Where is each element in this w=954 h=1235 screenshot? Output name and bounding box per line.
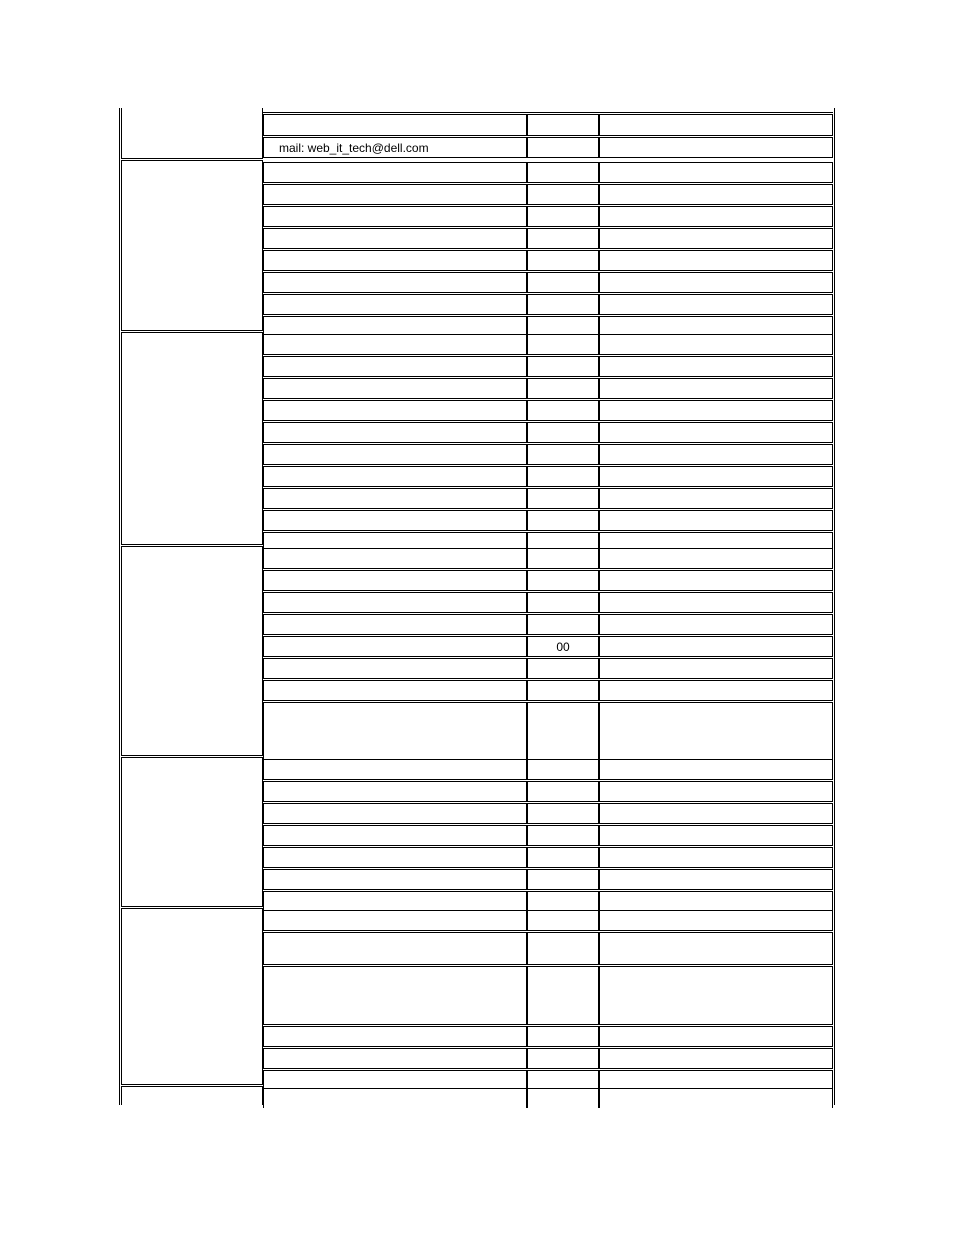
table-cell — [263, 378, 527, 399]
table-cell — [527, 1026, 599, 1047]
cell-code — [528, 138, 598, 157]
table-cell — [599, 114, 833, 136]
table-cell — [599, 759, 833, 780]
table-cell — [263, 334, 527, 355]
table-cell — [527, 680, 599, 701]
table-cell — [599, 781, 833, 802]
table-cell — [263, 422, 527, 443]
cell-text: mail: web_it_tech@dell.com — [279, 140, 429, 155]
section-label-cell — [121, 332, 263, 545]
table-cell — [527, 162, 599, 183]
table-cell — [527, 932, 599, 965]
table-cell — [263, 869, 527, 890]
table-cell — [263, 466, 527, 487]
table-cell — [527, 759, 599, 780]
table-cell — [527, 1088, 599, 1108]
cell-code — [528, 185, 598, 204]
table-cell — [527, 422, 599, 443]
cell-code — [528, 967, 598, 1024]
table-cell — [599, 825, 833, 846]
table-cell — [527, 966, 599, 1025]
table-cell — [263, 206, 527, 227]
table-cell — [527, 1048, 599, 1069]
table-cell — [599, 206, 833, 227]
table-cell — [599, 294, 833, 315]
table-cell — [599, 910, 833, 931]
table-cell — [527, 570, 599, 591]
table-cell — [527, 378, 599, 399]
table-cell — [599, 466, 833, 487]
table-cell — [527, 206, 599, 227]
cell-code — [528, 615, 598, 634]
table-cell — [599, 422, 833, 443]
table-cell — [599, 680, 833, 701]
section-label-cell — [121, 908, 263, 1085]
table-cell — [527, 702, 599, 761]
table-cell — [263, 294, 527, 315]
cell-code — [528, 295, 598, 314]
table-cell — [263, 444, 527, 465]
section-label-cell — [121, 108, 263, 159]
table-cell — [263, 272, 527, 293]
table-cell — [263, 803, 527, 824]
table-cell — [599, 592, 833, 613]
table-cell — [527, 548, 599, 569]
table-cell — [599, 966, 833, 1025]
table-cell — [263, 932, 527, 965]
table-cell — [599, 636, 833, 657]
table-cell — [599, 444, 833, 465]
table-cell — [599, 378, 833, 399]
table-cell — [599, 847, 833, 868]
table-cell — [527, 400, 599, 421]
cell-code — [528, 703, 598, 760]
cell-code — [528, 163, 598, 182]
table-cell — [527, 228, 599, 249]
cell-code — [528, 511, 598, 530]
cell-code — [528, 760, 598, 779]
table-cell — [527, 781, 599, 802]
table-cell — [599, 891, 833, 912]
table-cell — [527, 825, 599, 846]
cell-code — [528, 229, 598, 248]
cell-code — [528, 445, 598, 464]
table-cell — [599, 702, 833, 761]
table-cell — [527, 356, 599, 377]
table-cell — [527, 488, 599, 509]
table-cell — [263, 137, 527, 158]
table-cell — [527, 614, 599, 635]
cell-code — [528, 804, 598, 823]
table-cell — [599, 1048, 833, 1069]
table-cell — [263, 680, 527, 701]
table-cell — [599, 162, 833, 183]
cell-code — [528, 357, 598, 376]
table-cell — [263, 614, 527, 635]
cell-code — [528, 848, 598, 867]
section-label-cell — [121, 546, 263, 756]
table-cell — [263, 592, 527, 613]
cell-code — [528, 782, 598, 801]
table-cell — [599, 137, 833, 158]
table-cell — [599, 334, 833, 355]
table-cell — [527, 184, 599, 205]
table-cell — [527, 910, 599, 931]
cell-code — [528, 659, 598, 678]
cell-code — [528, 379, 598, 398]
table-cell — [599, 570, 833, 591]
table-cell — [263, 1048, 527, 1069]
table-cell — [263, 1026, 527, 1047]
table-cell — [263, 488, 527, 509]
table-cell — [599, 1088, 833, 1108]
table-cell — [263, 548, 527, 569]
table-cell — [263, 356, 527, 377]
cell-code — [528, 1049, 598, 1068]
cell-code — [528, 273, 598, 292]
cell-code — [528, 911, 598, 930]
table-cell — [527, 869, 599, 890]
table-cell — [263, 162, 527, 183]
table-cell — [599, 869, 833, 890]
table-cell — [263, 891, 527, 912]
cell-code — [528, 870, 598, 889]
table-cell — [263, 910, 527, 931]
table-cell — [263, 184, 527, 205]
table-cell — [599, 272, 833, 293]
cell-code — [528, 571, 598, 590]
table-cell — [263, 825, 527, 846]
section-label-cell — [121, 1086, 263, 1105]
table-cell — [599, 510, 833, 531]
table-cell — [527, 803, 599, 824]
cell-code — [528, 933, 598, 964]
cell-code — [528, 115, 598, 135]
table-cell — [527, 444, 599, 465]
table-cell — [599, 400, 833, 421]
table-cell — [527, 294, 599, 315]
cell-code — [528, 892, 598, 911]
table-cell — [599, 803, 833, 824]
table-cell — [263, 702, 527, 761]
table-cell — [527, 137, 599, 158]
cell-code — [528, 826, 598, 845]
table-cell — [599, 658, 833, 679]
table-cell — [263, 781, 527, 802]
table-cell — [527, 847, 599, 868]
table-cell — [263, 570, 527, 591]
cell-code — [528, 251, 598, 270]
section-label-cell — [121, 160, 263, 331]
table-cell — [599, 548, 833, 569]
cell-code — [528, 467, 598, 486]
table-cell — [527, 272, 599, 293]
table-cell — [263, 510, 527, 531]
table-cell — [599, 932, 833, 965]
table-cell — [527, 510, 599, 531]
table-cell — [527, 334, 599, 355]
table-cell — [599, 184, 833, 205]
section-label-cell — [121, 757, 263, 907]
table-cell — [527, 466, 599, 487]
cell-code — [528, 207, 598, 226]
cell-code — [528, 549, 598, 568]
table-cell — [527, 891, 599, 912]
table-cell — [263, 658, 527, 679]
table-cell — [599, 614, 833, 635]
table-cell — [599, 488, 833, 509]
cell-code — [528, 593, 598, 612]
table-cell — [527, 250, 599, 271]
table-cell — [263, 966, 527, 1025]
table-cell — [263, 636, 527, 657]
table-cell — [263, 228, 527, 249]
cell-code — [528, 335, 598, 354]
cell-code — [528, 681, 598, 700]
table-cell — [527, 114, 599, 136]
table-cell — [263, 400, 527, 421]
cell-code — [528, 1027, 598, 1046]
cell-code: 00 — [556, 639, 570, 654]
cell-code — [528, 1089, 598, 1108]
table-cell — [263, 759, 527, 780]
table-cell — [263, 847, 527, 868]
cell-code — [528, 489, 598, 508]
table-cell — [599, 356, 833, 377]
cell-code — [528, 423, 598, 442]
table-cell — [599, 250, 833, 271]
table-cell — [527, 658, 599, 679]
table-cell — [263, 250, 527, 271]
table-cell — [263, 1088, 527, 1108]
table-cell — [263, 114, 527, 136]
table-cell — [527, 636, 599, 657]
table-continuation-edge — [262, 108, 833, 113]
table-cell — [527, 592, 599, 613]
cell-code — [528, 401, 598, 420]
table-cell — [599, 1026, 833, 1047]
table-cell — [599, 228, 833, 249]
